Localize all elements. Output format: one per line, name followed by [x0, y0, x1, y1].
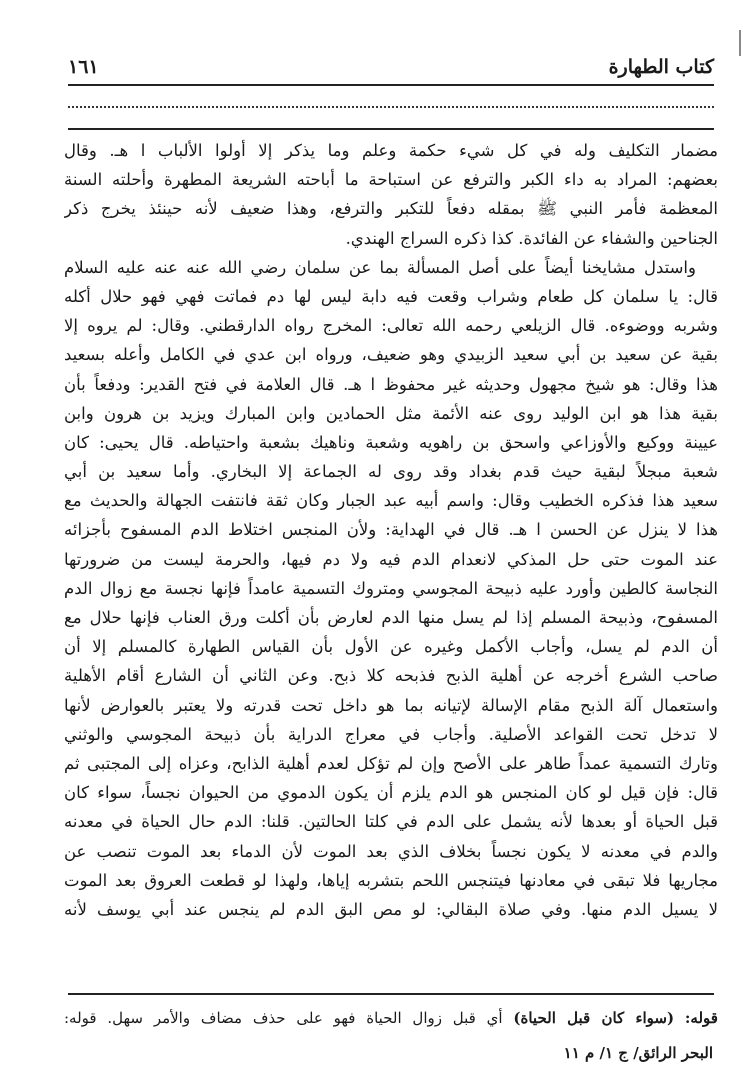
text-line: عند الموت حتى حل المذكي لانعدام الدم فيه ولا دم فيها، والحرمة ليست من ضرورتها — [64, 549, 718, 569]
header-rule — [68, 84, 714, 86]
text-line: قال: يا سلمان كل طعام وشراب وقعت فيه دابة ليس لها دم فماتت فهي فهو حلال أكله — [64, 286, 718, 306]
text-line: وتارك التسمية عمداً طاهر على الأصح وإن لم تؤكل لعدم أهلية الذابح، وعزاه إلى المجتبى ثم — [64, 753, 718, 773]
footnote-prefix: قوله: — [684, 1009, 718, 1027]
footnote — [64, 1006, 718, 1030]
text-line: لا تدخل تحت القواعد الأصلية. وأجاب في معراج الدراية بأن ذبيحة المجوسي والوثني — [64, 724, 718, 744]
source-reference: البحر الرائق/ ج ١/ م ١١ — [563, 1044, 713, 1062]
text-line: قبل الحياة أو بعدها لأنه يشمل على الدم في كلتا الحالتين. قلنا: الدم حال الحياة في معدنه — [64, 812, 718, 832]
text-line: هذا وقال: هو شيخ مجهول وحديثه غير محفوظ ا هـ. قال العلامة في فتح القدير: ودفعاً بأن — [64, 374, 718, 394]
text-line: سعيد هذا فذكره الخطيب وقال: واسم أبيه عبد الجبار وكان ثقة فانتفت الجهالة والحديث مع — [64, 491, 718, 511]
text-line: بقية هذا هو ابن الوليد روى عنه الأئمة مثل الحمادين وابن المبارك ويزيد بن هرون وابن — [64, 403, 718, 423]
text-line: مضمار التكليف وله في كل شيء حكمة وعلم وما يذكر إلا أولوا الألباب ا هـ. وقال — [64, 141, 718, 160]
text-line: النجاسة كالطين وأورد عليه ذبيحة المجوسي ومتروك التسمية عامداً فإنها نجسة مع زوال الدم — [64, 578, 718, 598]
dotted-divider — [68, 106, 714, 108]
footnote-quote: (سواء كان قبل الحياة) — [513, 1009, 675, 1027]
book-title: كتاب الطهارة — [608, 56, 714, 78]
text-line: والدم في معدنه لا يكون نجساً بخلاف الذي بعد الموت لأن الدماء بعد الموت تنصب عن — [64, 841, 718, 861]
text-line: المسفوح، وذبيحة المسلم إذا لم يسل منها الدم لعارض بأن أكلت ورق العناب فإنها حلال مع — [64, 608, 718, 627]
main-text — [64, 136, 718, 924]
page-edge-mark — [739, 30, 741, 56]
text-line: قال: فإن قيل لو كان المنجس هو الدم يلزم أن يكون الدموي من الحيوان نجساً، سواء كان — [64, 783, 718, 803]
page-number: ١٦١ — [68, 56, 99, 78]
text-line: بقية عن سعيد بن أبي سعيد الزبيدي وهو ضعيف، ورواه ابن عدي في الكامل وأعله بسعيد — [64, 345, 718, 365]
text-line: وشربه ووضوءه. قال الزيلعي رحمه الله تعالى: المخرج رواه الدارقطني. وقال: لم يروه إلا — [64, 316, 718, 336]
text-top-rule — [68, 128, 714, 130]
text-line: واستدل مشايخنا أيضاً على أصل المسألة بما عن سلمان رضي الله عنه عنه عليه السلام — [64, 257, 696, 277]
text-line: لا يسيل الدم منها. وفي صلاة البقالي: لو مص البق الدم لم ينجس عند أبي يوسف لأنه — [64, 899, 718, 919]
footnote-text: أي قبل زوال الحياة فهو على حذف مضاف والأمر سهل. قوله: — [64, 1009, 503, 1027]
text-line: عيينة ووكيع والأوزاعي واسحق بن راهويه وشعبة وناهيك بشعبة واحتياطه. قال يحيى: كان — [64, 432, 718, 452]
footnote-rule — [68, 993, 714, 995]
text-line: صاحب الشرع أخرجه عن أهلية الذبح فذبحه كلا ذبح. وعن الثاني أن الشارع أقام الأهلية — [64, 666, 718, 686]
text-line: المعظمة فأمر النبي ﷺ بمقله دفعاً للتكبر والترفع، وهذا ضعيف لأنه حينئذ يخرج ذكر — [64, 199, 718, 219]
text-line: واستعمال آلة الذبح مقام الإسالة لإتيانه بما هو داخل تحت قدرته ولا يعتبر بالعوارض لأنها — [64, 695, 718, 715]
text-line: أن الدم لم يسل، وأجاب الأكمل وغيره عن الأول بأن القياس الطهارة كالمسلم إلا أن — [64, 637, 718, 657]
page-header — [68, 54, 714, 82]
text-line: بعضهم: المراد به داء الكبر والترفع عن استباحة ما أباحته الشريعة المطهرة وأحلته السنة — [64, 170, 718, 190]
text-line: شعبة مبجلاً لبقية حيث قدم بغداد وقد روى له الجماعة إلا البخاري. وأما سعيد بن أبي — [64, 462, 718, 482]
text-line: الجناحين والشفاء عن الفائدة. كذا ذكره السراج الهندي. — [345, 228, 718, 248]
text-line: مجاريها فلا تبقى في معادنها فيتنجس اللحم بتشربه إياها، ولهذا لو قطعت العروق بعد الموت — [64, 870, 718, 890]
text-line: هذا لا ينزل عن الحسن ا هـ. قال في الهداية: ولأن المنجس اختلاط الدم المسفوح بأجزائه — [64, 520, 718, 540]
